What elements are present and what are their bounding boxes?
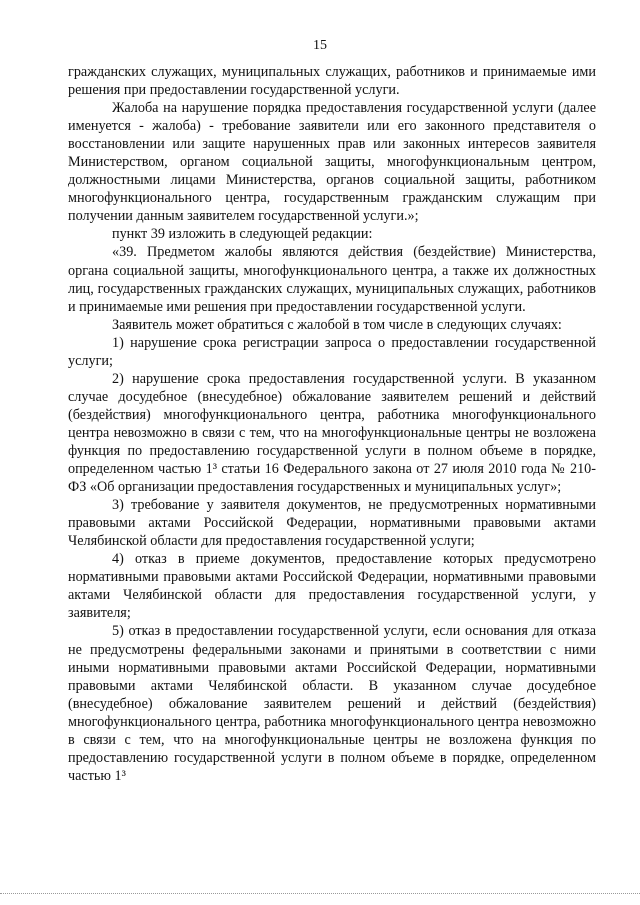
paragraph-case-2: 2) нарушение срока предоставления государственной услуги. В указанном случае досудебное (внесудебное) обжалование заявителем решений и действий (бездействия) многофункционального центра, работника многофункционального центра невозможно в связи с тем, что на многофункциональные центры не возложена функция по предоставлению государственной услуги в полном объеме в порядке, определенном частью 1³ статьи 16 Федерального закона от 27 июля 2010 года № 210-ФЗ «Об организации предоставления государственных и муниципальных услуг»;: [68, 370, 596, 496]
paragraph-cases-intro: Заявитель может обратиться с жалобой в том числе в следующих случаях:: [112, 316, 562, 333]
document-body: [68, 63, 596, 785]
paragraph-item-39: «39. Предметом жалобы являются действия (бездействие) Министерства, органа социальной защиты, многофункционального центра, а также их должностных лиц, государственных гражданских служащих, муниципальных служащих, работников и принимаемые ими решения при предоставлении государственной услуги.: [68, 244, 596, 315]
page-number: 15: [313, 38, 327, 53]
scan-edge-divider: [0, 893, 640, 895]
paragraph-case-5: 5) отказ в предоставлении государственной услуги, если основания для отказа не предусмотрены федеральными законами и принятыми в соответствии с ними иными нормативными правовыми актами Российской Федерации, нормативными правовыми актами Челябинской области. В указанном случае досудебное (внесудебное) обжалование заявителем решений и действий (бездействия) многофункционального центра, работника многофункционального центра невозможно в связи с тем, что на многофункциональные центры не возложена функция по предоставлению государственной услуги в полном объеме в порядке, определенном частью 1³: [68, 623, 596, 784]
paragraph-continuation: гражданских служащих, муниципальных служащих, работников и принимаемые ими решения при предоставлении государственной услуги.: [68, 64, 596, 99]
paragraph-case-4: 4) отказ в приеме документов, предоставление которых предусмотрено нормативными правовыми актами Российской Федерации, нормативными правовыми актами Челябинской области для предоставления государственной услуги, у заявителя;: [68, 551, 596, 622]
paragraph-complaint-definition: Жалоба на нарушение порядка предоставления государственной услуги (далее именуется - жалоба) - требование заявители или его законного представителя о восстановлении или защите нарушенных прав или законных интересов заявителя Министерством, органом социальной защиты, многофункциональным центром, должностными лицами Министерства, органов социальной защиты, работником многофункционального центра, государственным гражданским служащим при получении данным заявителем государственной услуги.»;: [68, 100, 596, 225]
paragraph-amendment-instruction: пункт 39 изложить в следующей редакции:: [112, 226, 373, 243]
paragraph-case-3: 3) требование у заявителя документов, не предусмотренных нормативными правовыми актами Российской Федерации, нормативными правовыми актами Челябинской области для предоставления государственной услуги;: [68, 497, 596, 550]
paragraph-case-1: 1) нарушение срока регистрации запроса о предоставлении государственной услуги;: [68, 334, 596, 369]
